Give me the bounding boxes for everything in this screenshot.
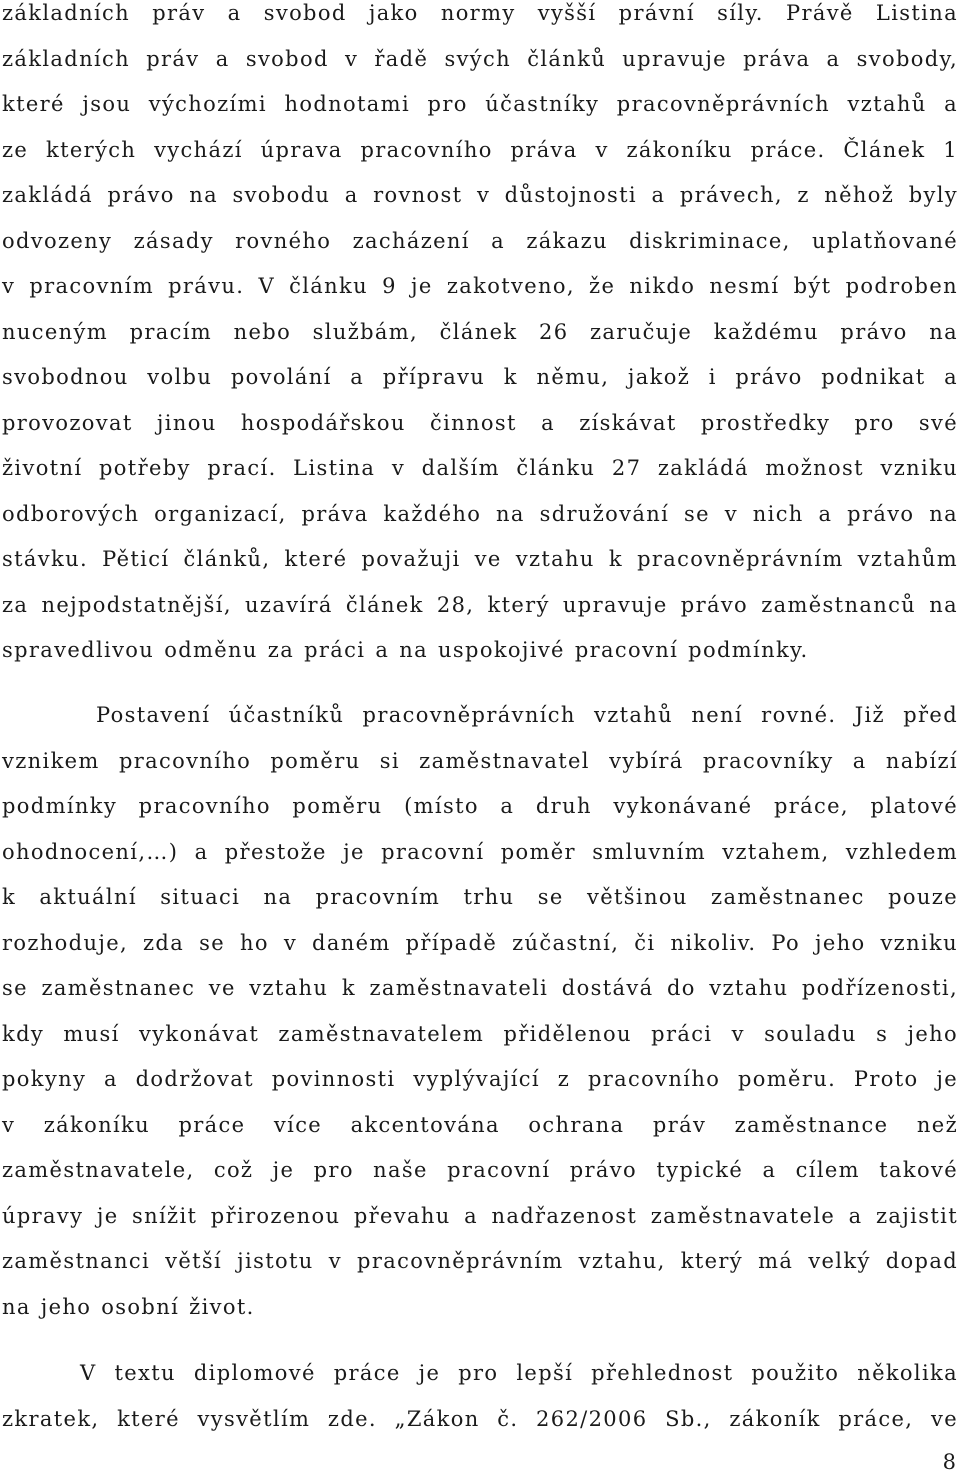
paragraph-3: [2, 1351, 958, 1442]
text-line: nuceným pracím nebo službám, článek 26 zaručuje každému právo na: [2, 319, 958, 344]
paragraph-1: [2, 0, 958, 674]
paragraph-2: [2, 693, 958, 1330]
text-line: ohodnocení,…) a přestože je pracovní poměr smluvním vztahem, vzhledem: [2, 839, 958, 864]
page-number: 8: [942, 1450, 956, 1474]
text-line: odborových organizací, práva každého na sdružování se v nich a právo na: [2, 501, 958, 526]
text-line: zkratek, které vysvětlím zde. „Zákon č. 262/2006 Sb., zákoník práce, ve: [2, 1406, 958, 1431]
text-line: rozhoduje, zda se ho v daném případě zúčastní, či nikoliv. Po jeho vzniku: [2, 930, 958, 955]
text-line: pokyny a dodržovat povinnosti vyplývající z pracovního poměru. Proto je: [2, 1067, 958, 1091]
text-line: podmínky pracovního poměru (místo a druh vykonávané práce, platové: [2, 794, 958, 818]
text-line: stávku. Pěticí článků, které považuji ve vztahu k pracovněprávním vztahům: [2, 547, 958, 571]
text-line: kdy musí vykonávat zaměstnavatelem přidělenou práci v souladu s jeho: [2, 1021, 958, 1046]
text-line: vznikem pracovního poměru si zaměstnavatel vybírá pracovníky a nabízí: [2, 748, 958, 773]
text-line: za nejpodstatnější, uzavírá článek 28, který upravuje právo zaměstnanců na: [2, 592, 958, 617]
text-line: úpravy je snížit přirozenou převahu a nadřazenost zaměstnavatele a zajistit: [2, 1203, 958, 1228]
text-line: základních práv a svobod jako normy vyšší právní síly. Právě Listina: [2, 1, 958, 25]
text-line: spravedlivou odměnu za práci a na uspokojivé pracovní podmínky.: [2, 638, 809, 662]
text-line: základních práv a svobod v řadě svých článků upravuje práva a svobody,: [2, 46, 958, 71]
text-line: v pracovním právu. V článku 9 je zakotveno, že nikdo nesmí být podroben: [2, 274, 958, 298]
text-line: v zákoníku práce více akcentována ochrana práv zaměstnance než: [2, 1112, 958, 1137]
text-line: ze kterých vychází úprava pracovního práva v zákoníku práce. Článek 1: [2, 137, 958, 162]
text-line: V textu diplomové práce je pro lepší přehlednost použito několika: [80, 1361, 958, 1385]
text-line: k aktuální situaci na pracovním trhu se většinou zaměstnanec pouze: [2, 885, 958, 909]
text-line: se zaměstnanec ve vztahu k zaměstnavateli dostává do vztahu podřízenosti,: [2, 976, 958, 1000]
text-line: na jeho osobní život.: [2, 1294, 255, 1319]
text-line: svobodnou volbu povolání a přípravu k němu, jakož i právo podnikat a: [2, 365, 958, 389]
text-line: které jsou výchozími hodnotami pro účastníky pracovněprávních vztahů a: [2, 92, 958, 116]
text-line: Postavení účastníků pracovněprávních vztahů není rovné. Již před: [96, 703, 958, 727]
text-line: provozovat jinou hospodářskou činnost a získávat prostředky pro své: [2, 410, 958, 435]
text-line: životní potřeby prací. Listina v dalším článku 27 zakládá možnost vzniku: [2, 456, 958, 480]
text-line: zakládá právo na svobodu a rovnost v důstojnosti a právech, z něhož byly: [2, 183, 958, 207]
text-line: zaměstnanci větší jistotu v pracovněprávním vztahu, který má velký dopad: [2, 1249, 958, 1273]
text-line: zaměstnavatele, což je pro naše pracovní právo typické a cílem takové: [2, 1158, 958, 1182]
text-line: odvozeny zásady rovného zacházení a zákazu diskriminace, uplatňované: [2, 228, 958, 253]
